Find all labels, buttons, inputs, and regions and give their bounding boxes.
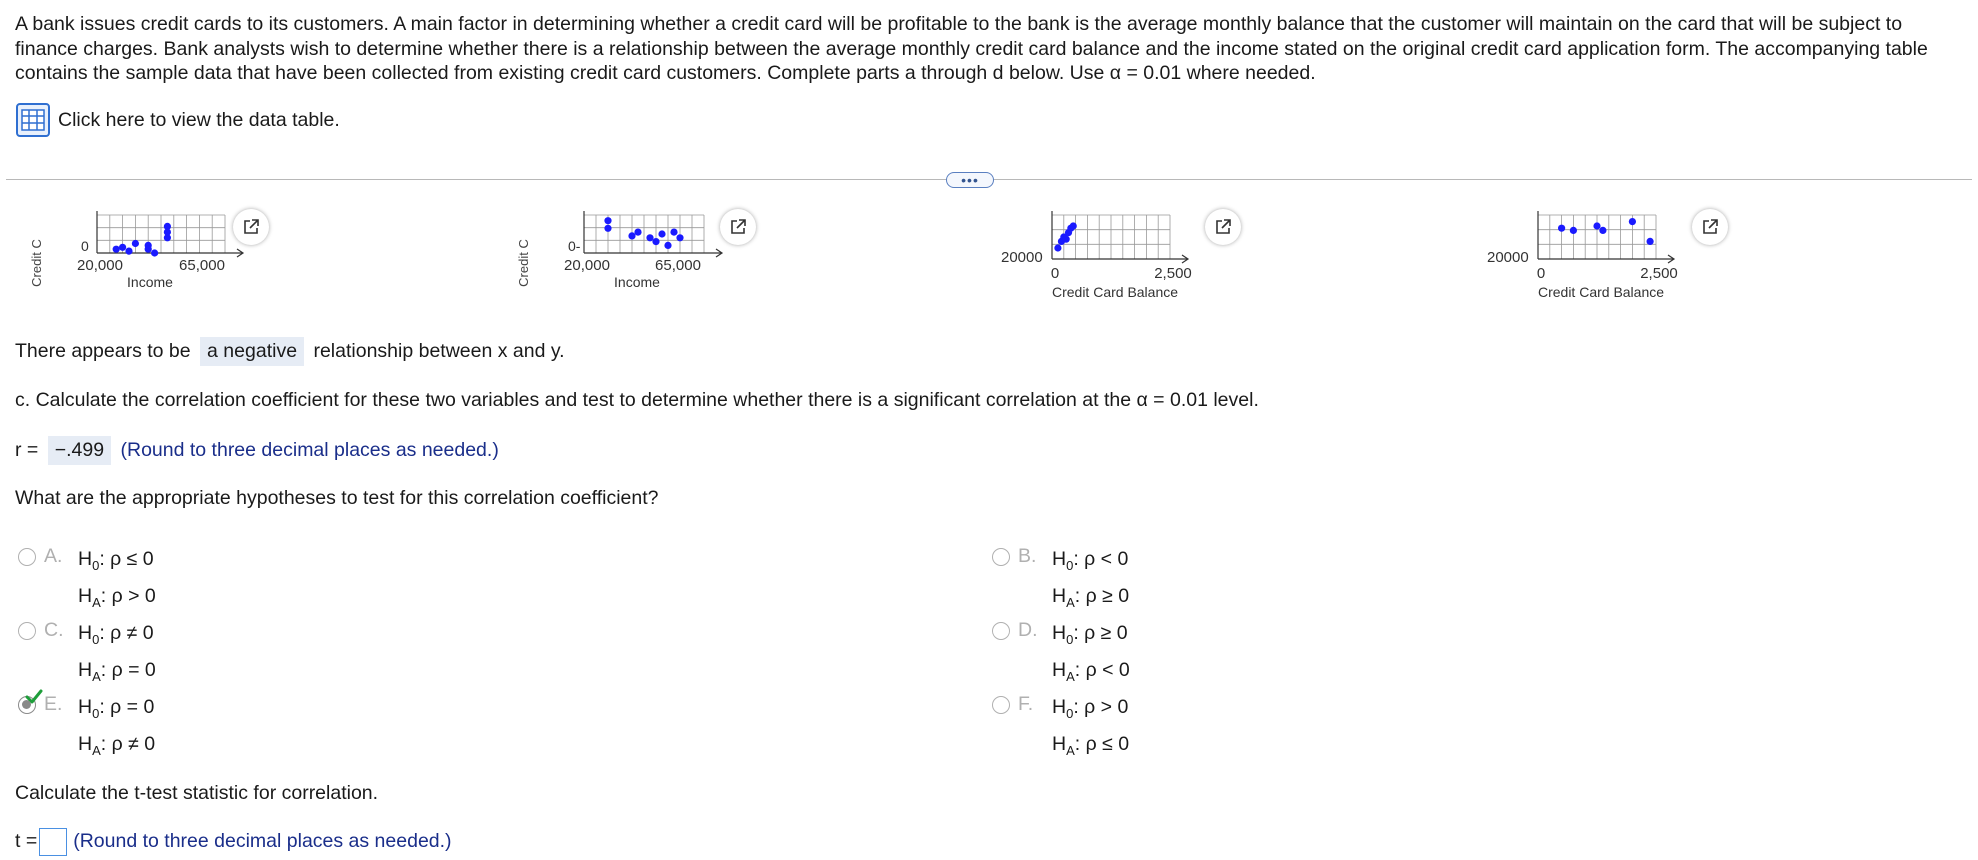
- option-b-h0: ρ < 0: [1084, 548, 1129, 570]
- t-input[interactable]: [39, 828, 67, 856]
- part-c-question: c. Calculate the correlation coefficient for these two variables and test to determine whether there is a significant correlation at the α = 0.01 level.: [15, 389, 1259, 411]
- plot-grid: [1052, 211, 1188, 263]
- scatter-point: [676, 234, 683, 241]
- scatter-point: [604, 217, 611, 224]
- option-d-radio[interactable]: [992, 622, 1010, 640]
- plot-x-tick-right: 65,000: [655, 257, 701, 274]
- scatter-point: [113, 246, 120, 253]
- option-letter: C.: [44, 619, 64, 641]
- plot-y-tick: 0-: [568, 238, 581, 254]
- plot-grid: [584, 211, 722, 257]
- checkmark-icon: [25, 689, 43, 705]
- expand-icon: [1214, 218, 1232, 236]
- scatter-point: [1629, 218, 1636, 225]
- option-f-ha: ρ ≤ 0: [1085, 732, 1130, 755]
- option-a-h0: ρ ≤ 0: [110, 548, 154, 570]
- option-f-h0: ρ > 0: [1084, 696, 1129, 718]
- scatter-point: [1558, 225, 1565, 232]
- option-f[interactable]: F. $H_0$: ρ > 0 $H_A$: ρ ≤ 0: [992, 692, 1129, 766]
- plot-x-tick-left: 0: [1536, 265, 1546, 282]
- relationship-suffix: relationship between x and y.: [313, 340, 565, 362]
- scatter-point: [628, 232, 635, 239]
- t-question: Calculate the t-test statistic for correlation.: [15, 782, 379, 804]
- plot-x-label: Credit Card Balance: [1051, 284, 1179, 300]
- option-c-h0: ρ ≠ 0: [110, 622, 154, 644]
- option-b[interactable]: B. $H_0$: ρ < 0 $H_A$: ρ ≥ 0: [992, 544, 1129, 618]
- plot-y-label: Credit C: [516, 239, 531, 287]
- expand-icon: [1701, 218, 1719, 236]
- option-letter: B.: [1018, 545, 1037, 567]
- option-letter: D.: [1018, 619, 1038, 641]
- hypotheses-question: What are the appropriate hypotheses to test for this correlation coefficient?: [15, 487, 659, 509]
- scatterplot-c[interactable]: [995, 205, 1225, 305]
- plot-y-tick: 0: [81, 238, 89, 254]
- table-link-label: Click here to view the data table.: [58, 108, 340, 131]
- problem-intro: A bank issues credit cards to its customers. A main factor in determining whether a credit card will be profitable to the bank is the average monthly balance that the customer will maintain on the card that will be subject to finance charges. Bank analysts wish to determine whether there is a relationship between the average monthly credit card balance and the income stated on the original credit card application form. The accompanying table contains the sample data that have been collected from existing credit card customers. Complete parts a through d below. Use α = 0.01 where needed.: [15, 13, 1928, 84]
- scatter-point: [1570, 227, 1577, 234]
- scatter-point: [1593, 222, 1600, 229]
- option-b-radio[interactable]: [992, 548, 1010, 566]
- option-c-radio[interactable]: [18, 622, 36, 640]
- option-e-h0: ρ = 0: [110, 696, 155, 718]
- scatter-point: [664, 242, 671, 249]
- plot-x-tick-right: 2,500: [1640, 265, 1678, 282]
- option-a-ha: ρ > 0: [111, 584, 156, 607]
- plot-x-label: Income: [127, 274, 173, 290]
- expand-plot-d-button[interactable]: [1692, 209, 1728, 245]
- scatter-point: [164, 223, 171, 230]
- option-d[interactable]: D. $H_0$: ρ ≥ 0 $H_A$: ρ < 0: [992, 618, 1130, 692]
- scatter-point: [1070, 222, 1077, 229]
- option-d-ha: ρ < 0: [1085, 658, 1130, 681]
- plot-x-tick-left: 0: [1050, 265, 1060, 282]
- scatter-point: [604, 225, 611, 232]
- scatter-point: [670, 229, 677, 236]
- table-icon: [16, 103, 50, 137]
- scatter-point: [119, 244, 126, 251]
- relationship-answer: a negative: [200, 337, 304, 366]
- scatter-point: [145, 246, 152, 253]
- scatterplot-a[interactable]: [25, 205, 245, 305]
- option-a-radio[interactable]: [18, 548, 36, 566]
- option-e-ha: ρ ≠ 0: [111, 732, 156, 755]
- option-a[interactable]: A. $H_0$: ρ ≤ 0 $H_A$: ρ > 0: [18, 544, 156, 618]
- plot-x-label: Income: [614, 274, 660, 290]
- plot-x-label: Credit Card Balance: [1537, 284, 1665, 300]
- scatter-point: [1647, 238, 1654, 245]
- relationship-prefix: There appears to be: [15, 340, 191, 362]
- r-answer-line: [15, 436, 499, 465]
- r-label: r =: [15, 439, 39, 461]
- scatter-point: [1599, 227, 1606, 234]
- option-d-h0: ρ ≥ 0: [1084, 622, 1128, 644]
- expand-plot-c-button[interactable]: [1205, 209, 1241, 245]
- plot-y-tick: 20000: [1001, 249, 1043, 266]
- option-letter: A.: [44, 545, 63, 567]
- plot-grid: [97, 211, 243, 257]
- expand-icon: [729, 218, 747, 236]
- t-answer-line: [15, 828, 452, 856]
- scatter-point: [652, 238, 659, 245]
- option-b-ha: ρ ≥ 0: [1085, 584, 1130, 607]
- r-round-hint: (Round to three decimal places as needed.): [120, 439, 499, 461]
- scatterplot-b[interactable]: [512, 205, 732, 305]
- plot-x-tick-left: 20,000: [564, 257, 610, 274]
- plot-x-tick-right: 65,000: [179, 257, 225, 274]
- scatter-point: [658, 230, 665, 237]
- expand-icon: [242, 218, 260, 236]
- plot-y-label: Credit C: [29, 239, 44, 287]
- plot-y-tick: 20000: [1487, 249, 1529, 266]
- option-c[interactable]: C. $H_0$: ρ ≠ 0 $H_A$: ρ = 0: [18, 618, 156, 692]
- scatter-point: [151, 249, 158, 256]
- scatter-point: [634, 229, 641, 236]
- option-letter: E.: [44, 693, 63, 715]
- plot-x-tick-right: 2,500: [1154, 265, 1192, 282]
- option-f-radio[interactable]: [992, 696, 1010, 714]
- more-options-button[interactable]: •••: [946, 172, 994, 188]
- option-c-ha: ρ = 0: [111, 658, 156, 681]
- expand-plot-a-button[interactable]: [233, 209, 269, 245]
- scatterplot-d[interactable]: [1481, 205, 1711, 305]
- t-round-hint: (Round to three decimal places as needed.): [73, 830, 452, 853]
- t-label: t =: [15, 830, 38, 853]
- view-data-table-link[interactable]: [16, 103, 340, 137]
- scatter-point: [132, 240, 139, 247]
- plot-grid: [1538, 211, 1674, 263]
- scatter-point: [1063, 236, 1070, 243]
- expand-plot-b-button[interactable]: [720, 209, 756, 245]
- relationship-statement: [15, 337, 565, 366]
- plot-x-tick-left: 20,000: [77, 257, 123, 274]
- scatter-point: [1054, 244, 1061, 251]
- option-letter: F.: [1018, 693, 1034, 715]
- scatter-point: [646, 234, 653, 241]
- scatter-point: [125, 248, 132, 255]
- r-value: −.499: [48, 436, 111, 465]
- option-e[interactable]: E. $H_0$: ρ = 0 $H_A$: ρ ≠ 0: [18, 692, 155, 766]
- option-e-radio[interactable]: [18, 696, 36, 714]
